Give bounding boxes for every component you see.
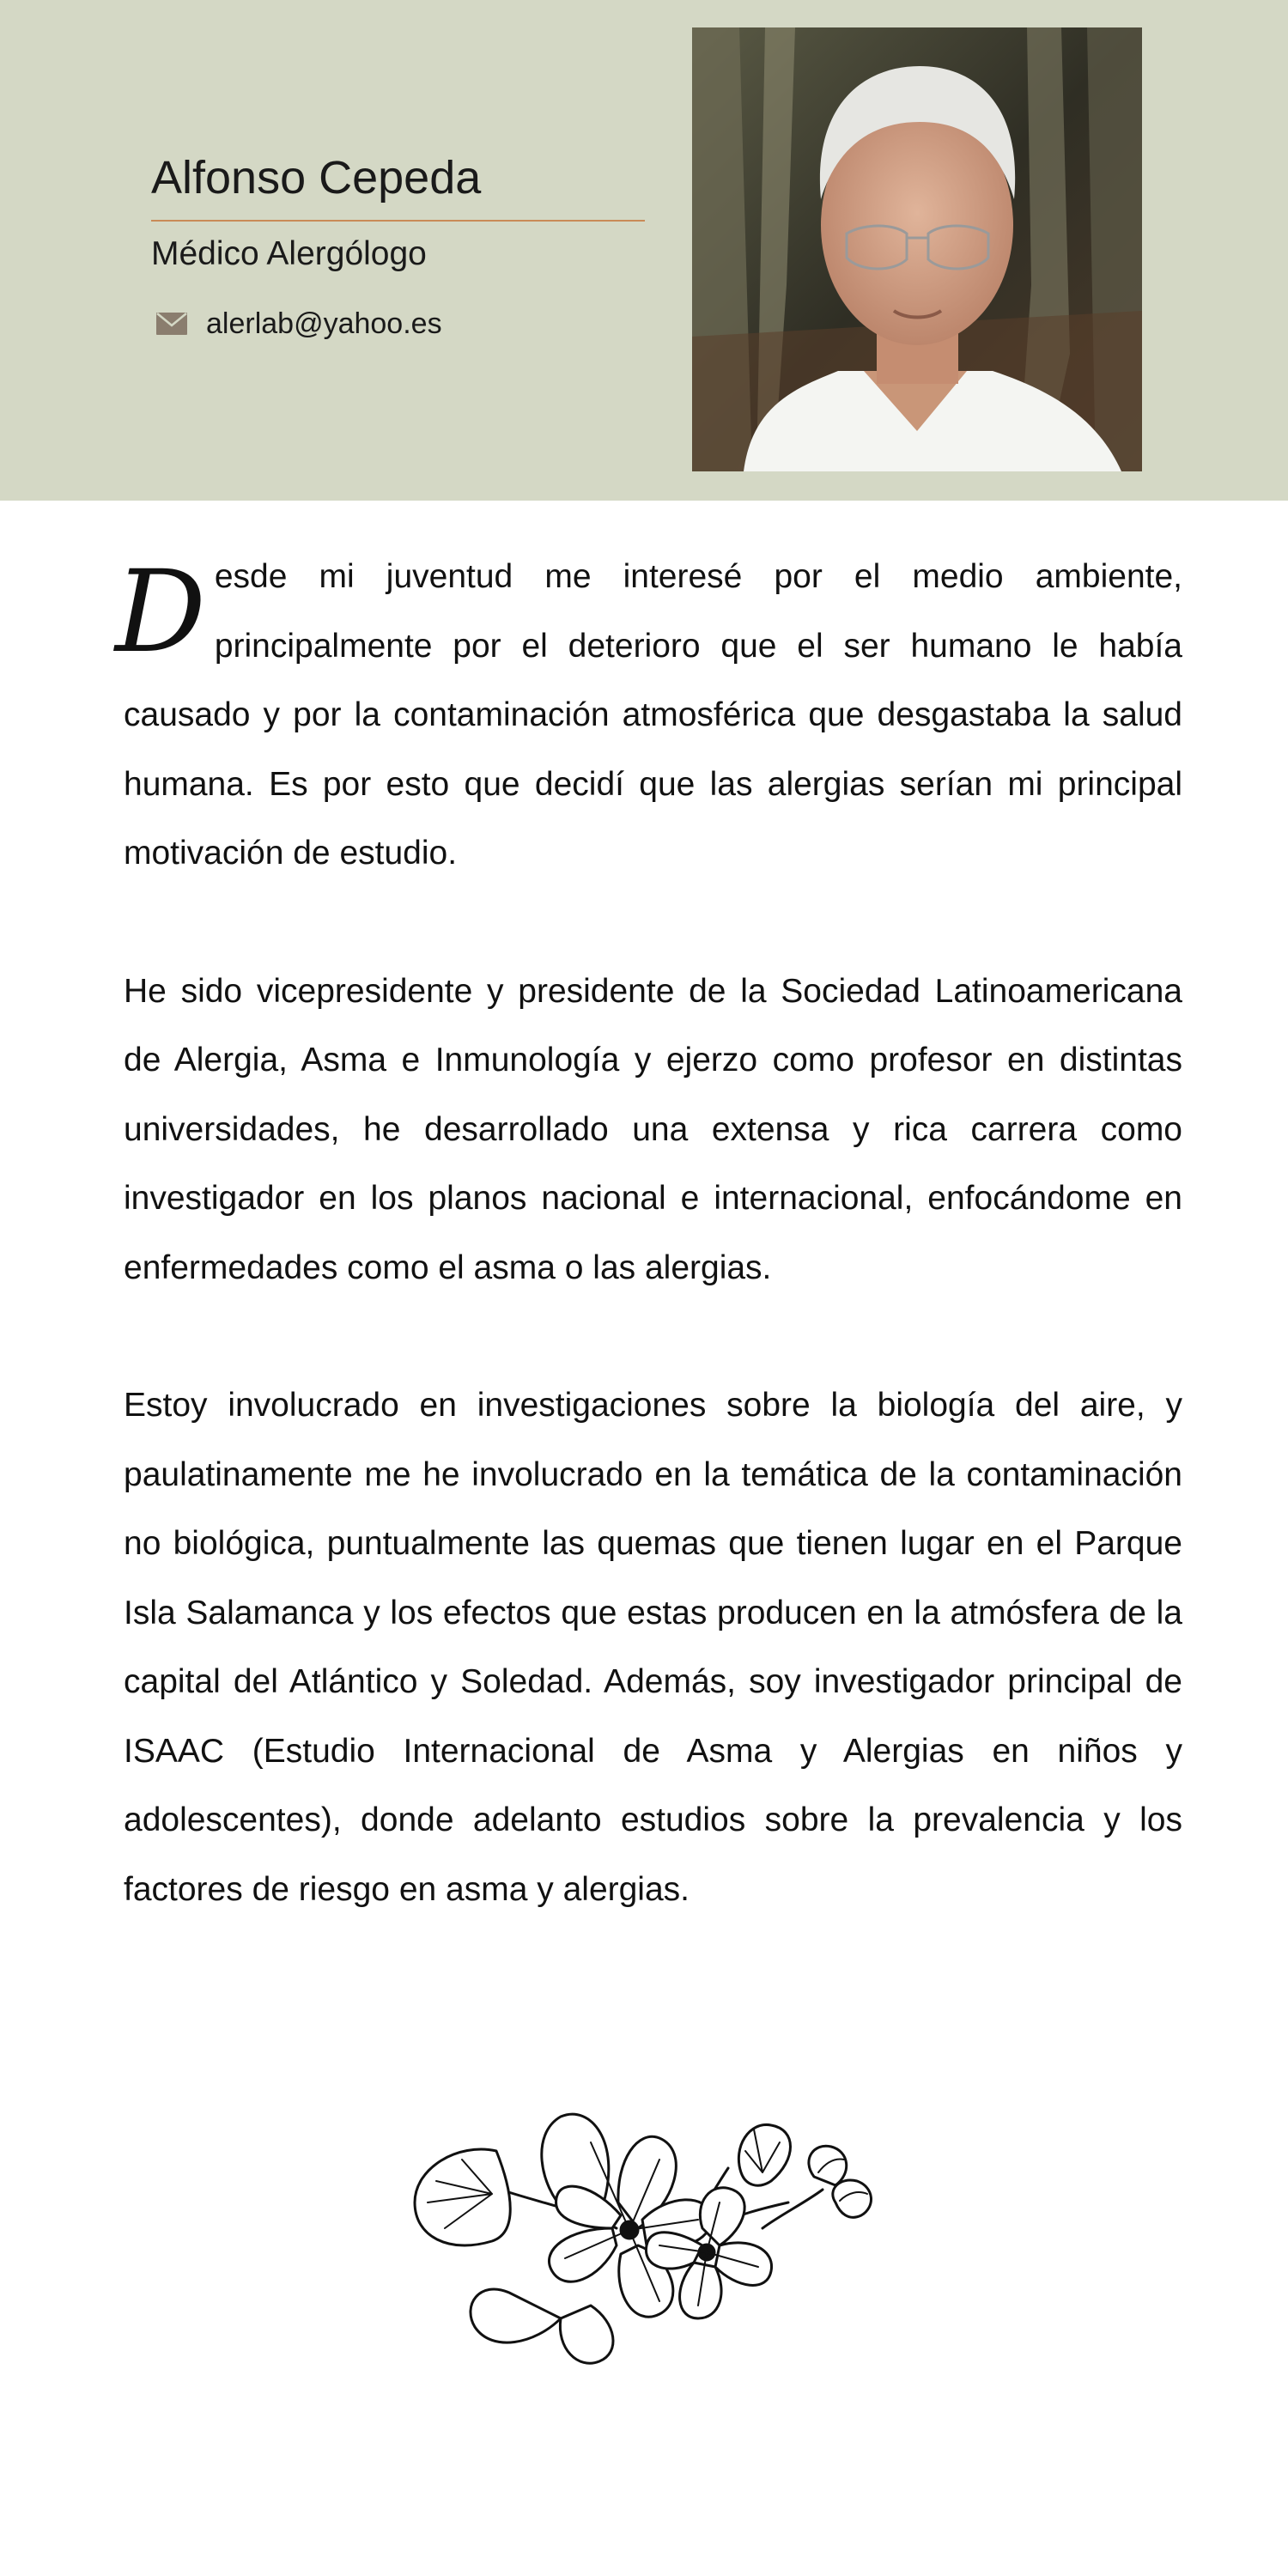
profile-name: Alfonso Cepeda [151, 152, 482, 204]
envelope-icon [156, 313, 187, 335]
bio-paragraph-2: He sido vicepresidente y presidente de la Sociedad Latinoamericana de Alergia, Asma e Inmunología y ejerzo como profesor en distintas universidades, he desarrollado una extensa y rica carrera como investigador en los planos nacional e internacional, enfocándome en enfermedades como el asma o las alergias. [124, 972, 1182, 1286]
profile-photo [692, 27, 1142, 471]
header-banner [0, 0, 1288, 501]
contact-email[interactable] [156, 304, 442, 343]
profile-title: Médico Alergólogo [151, 235, 427, 272]
name-divider [151, 220, 645, 222]
flower-illustration [410, 2108, 878, 2374]
bio-paragraph-3: Estoy involucrado en investigaciones sobre la biología del aire, y paulatinamente me he involucrado en la temática de la contaminación no biológica, puntualmente las quemas que tienen lugar en el Parque Isla Salamanca y los efectos que estas producen en la atmósfera de la capital del Atlántico y Soledad. Además, soy investigador principal de ISAAC (Estudio Internacional de Asma y Alergias en niños y adolescentes), donde adelanto estudios sobre la prevalencia y los factores de riesgo en asma y alergias. [124, 1387, 1182, 1908]
bio-paragraph-1 [115, 543, 1182, 889]
biography [115, 543, 1182, 1993]
email-address[interactable]: alerlab@yahoo.es [206, 307, 442, 340]
drop-cap: D [115, 546, 206, 678]
bio-paragraph-1-text: esde mi juventud me interesé por el medio ambiente, principalmente por el deterioro que el ser humano le había causado y por la contaminación atmosférica que desgastaba la salud humana. Es por esto que decidí que las alergias serían mi principal motivación de estudio. [124, 558, 1182, 872]
